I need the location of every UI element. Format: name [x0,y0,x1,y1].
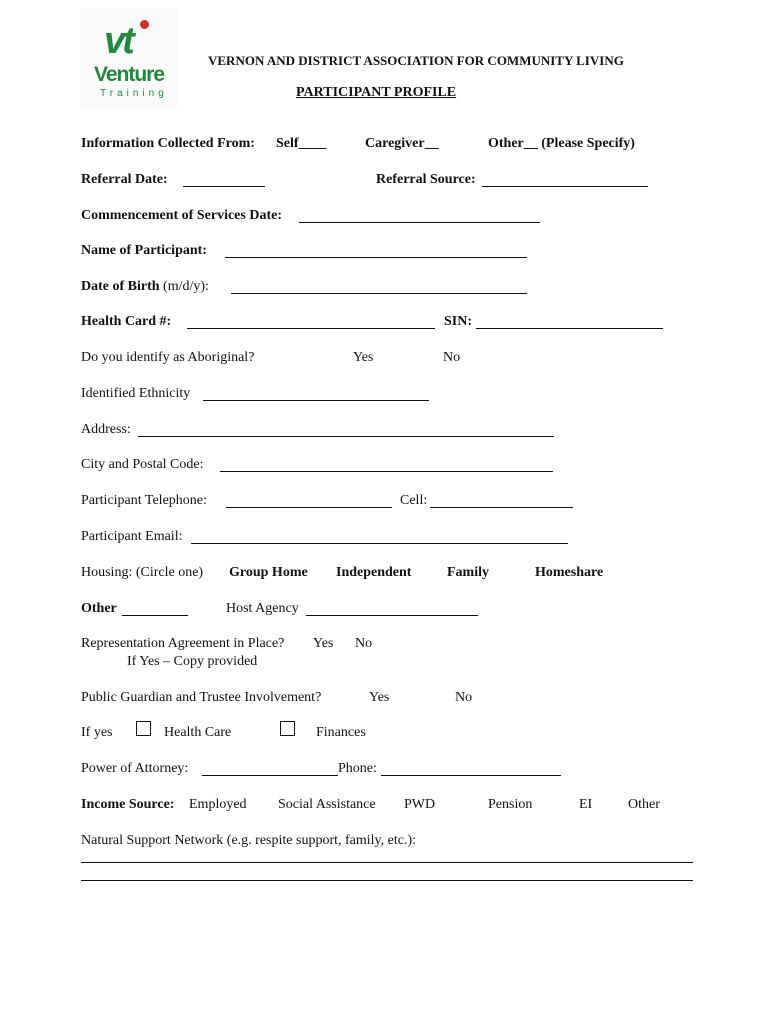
pgt-no[interactable]: No [455,690,473,705]
poa-field[interactable] [202,775,338,776]
address-label: Address: [81,422,131,437]
email-field[interactable] [191,543,568,544]
aboriginal-question: Do you identify as Aboriginal? [81,350,255,365]
income-employed[interactable]: Employed [189,797,247,812]
housing-other-field[interactable] [122,615,188,616]
support-network-line-2[interactable] [81,880,693,881]
host-agency-field[interactable] [306,615,478,616]
sin-field[interactable] [476,328,663,329]
venture-training-logo [80,8,178,108]
referral-source-label: Referral Source: [376,172,476,187]
other-specify-option[interactable]: Other__ (Please Specify) [488,136,635,151]
health-card-label: Health Card #: [81,314,172,329]
page-title: PARTICIPANT PROFILE [296,85,457,100]
dob-label-group [81,279,209,295]
housing-other-label: Other [81,601,117,616]
health-care-label: Health Care [164,725,232,740]
commencement-field[interactable] [299,222,540,223]
income-pwd[interactable]: PWD [404,797,436,812]
caregiver-option[interactable]: Caregiver__ [365,136,439,151]
phone-field[interactable] [381,775,561,776]
rep-no[interactable]: No [355,636,373,651]
info-collected-label: Information Collected From: [81,136,255,151]
email-label: Participant Email: [81,529,183,544]
support-network-label: Natural Support Network (e.g. respite support, family, etc.): [81,833,417,848]
finances-label: Finances [316,725,366,740]
city-postal-field[interactable] [220,471,553,472]
aboriginal-no[interactable]: No [443,350,461,365]
ethnicity-label: Identified Ethnicity [81,386,191,401]
finances-checkbox[interactable] [280,721,295,736]
city-postal-label: City and Postal Code: [81,457,204,472]
pgt-yes[interactable]: Yes [369,690,390,705]
support-network-line-1[interactable] [81,862,693,863]
dob-field[interactable] [231,293,527,294]
dob-format: (m/d/y): [163,279,209,294]
cell-field[interactable] [430,507,573,508]
logo-sub: Training [100,88,168,99]
cell-label: Cell: [400,493,428,508]
income-ei[interactable]: EI [579,797,593,812]
referral-date-label: Referral Date: [81,172,168,187]
ethnicity-field[interactable] [203,400,429,401]
housing-label: Housing: (Circle one) [81,565,204,580]
dob-label: Date of Birth [81,279,160,294]
phone-label: Phone: [338,761,377,776]
rep-yes[interactable]: Yes [313,636,334,651]
commencement-label: Commencement of Services Date: [81,208,282,223]
telephone-field[interactable] [226,507,392,508]
pgt-question: Public Guardian and Trustee Involvement? [81,690,322,705]
org-name: VERNON AND DISTRICT ASSOCIATION FOR COMMUNITY LIVING [208,53,624,68]
housing-independent[interactable]: Independent [336,565,412,580]
telephone-label: Participant Telephone: [81,493,207,508]
housing-family[interactable]: Family [447,565,489,580]
income-other[interactable]: Other [628,797,660,812]
rep-agreement-question: Representation Agreement in Place? [81,636,285,651]
participant-name-field[interactable] [225,257,527,258]
participant-name-label: Name of Participant: [81,243,207,258]
sin-label: SIN: [444,314,473,329]
address-field[interactable] [138,436,554,437]
poa-label: Power of Attorney: [81,761,189,776]
logo-mark: vt [104,20,132,62]
health-card-field[interactable] [187,328,435,329]
referral-date-field[interactable] [183,186,265,187]
housing-group-home[interactable]: Group Home [229,565,308,580]
if-yes-label: If yes [81,725,113,740]
income-social-assistance[interactable]: Social Assistance [278,797,376,812]
income-pension[interactable]: Pension [488,797,533,812]
logo-dot-icon [140,20,149,29]
logo-name: Venture [94,63,165,86]
rep-copy-note: If Yes – Copy provided [127,654,258,669]
host-agency-label: Host Agency [226,601,299,616]
income-source-label: Income Source: [81,797,175,812]
referral-source-field[interactable] [482,186,648,187]
housing-homeshare[interactable]: Homeshare [535,565,604,580]
health-care-checkbox[interactable] [136,721,151,736]
aboriginal-yes[interactable]: Yes [353,350,374,365]
self-option[interactable]: Self____ [276,136,327,151]
